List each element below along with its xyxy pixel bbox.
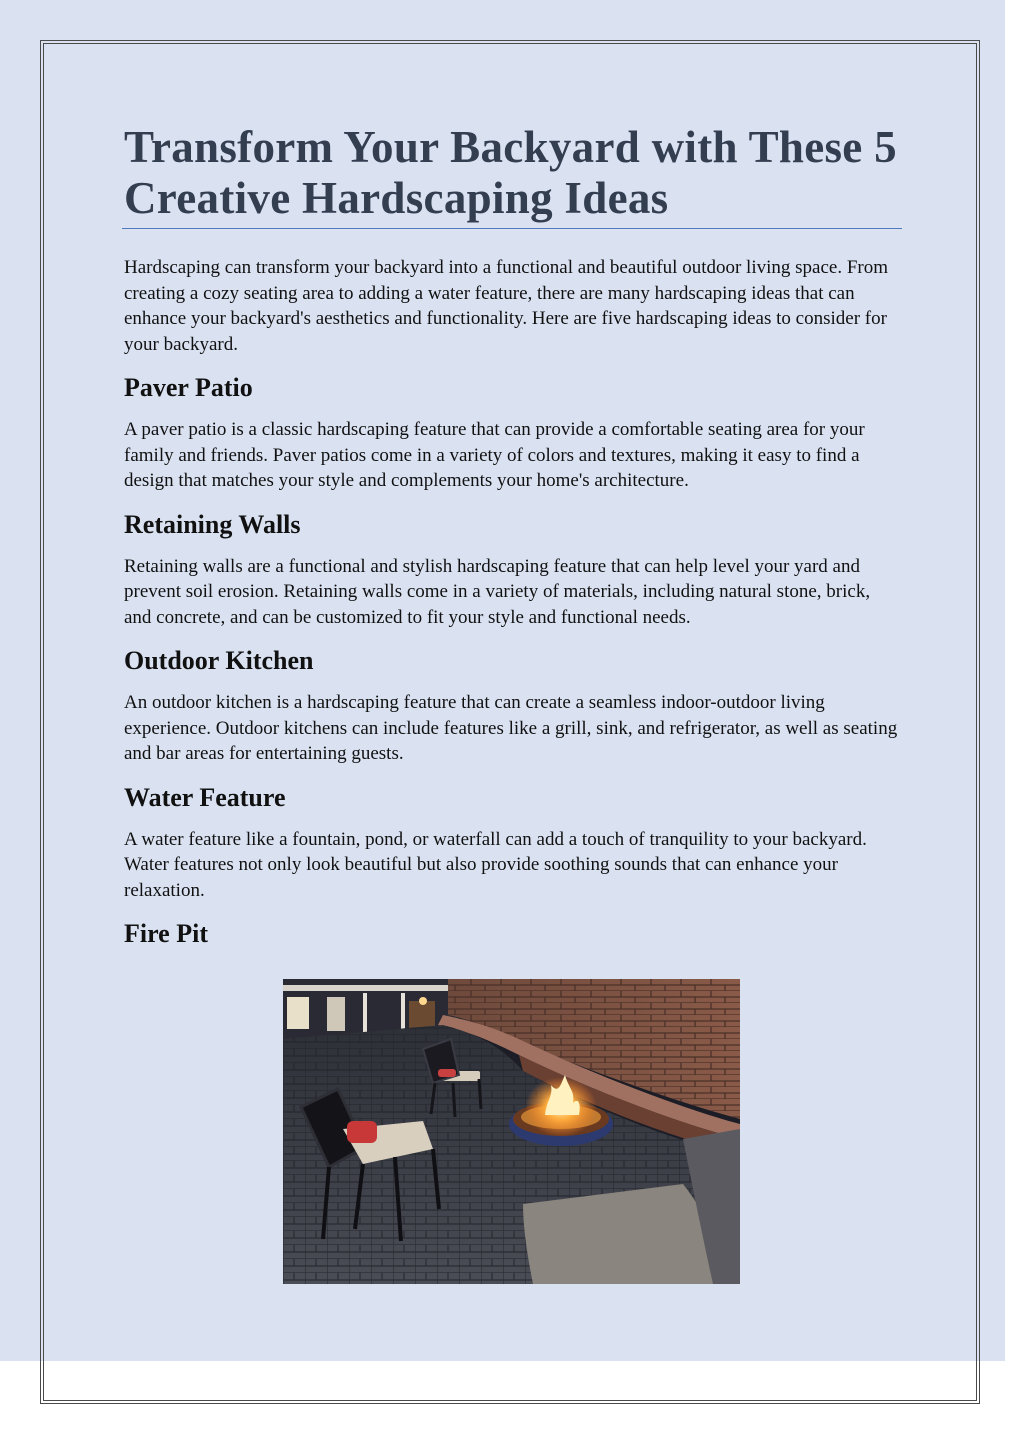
fire-pit-photo (283, 979, 740, 1284)
document-body (124, 122, 902, 963)
paragraph-paver-patio: A paver patio is a classic hardscaping feature that can provide a comfortable seating area for your family and friends. Paver patios come in a variety of colors and textures, making it easy to find a design that matches your style and complements your home's architecture. (124, 419, 865, 491)
heading-fire-pit: Fire Pit (124, 919, 208, 948)
heading-retaining-walls: Retaining Walls (124, 509, 301, 539)
heading-outdoor-kitchen: Outdoor Kitchen (124, 646, 314, 675)
intro-paragraph: Hardscaping can transform your backyard into a functional and beautiful outdoor living space. From creating a cozy seating area to adding a water feature, there are many hardscaping ideas that can enhance your backyard's aesthetics and functionality. Here are five hardscaping ideas to consider for your backyard. (124, 257, 888, 355)
paragraph-outdoor-kitchen: An outdoor kitchen is a hardscaping feature that can create a seamless indoor-outdoor living experience. Outdoor kitchens can include features like a grill, sink, and refrigerator, as well as seating and bar areas for entertaining guests. (124, 692, 898, 764)
paragraph-retaining-walls: Retaining walls are a functional and stylish hardscaping feature that can help level your yard and prevent soil erosion. Retaining walls come in a variety of materials, including natural stone, brick, and concrete, and can be customized to fit your style and functional needs. (124, 555, 871, 628)
paragraph-water-feature: A water feature like a fountain, pond, or waterfall can add a touch of tranquility to your backyard. Water features not only look beautiful but also provide soothing sounds that can enhance your relaxation. (124, 828, 867, 901)
heading-water-feature: Water Feature (124, 782, 286, 812)
heading-paver-patio: Paver Patio (124, 373, 253, 402)
title-underline (122, 228, 902, 229)
document-title: Transform Your Backyard with These 5 Creative Hardscaping Ideas (124, 122, 897, 223)
